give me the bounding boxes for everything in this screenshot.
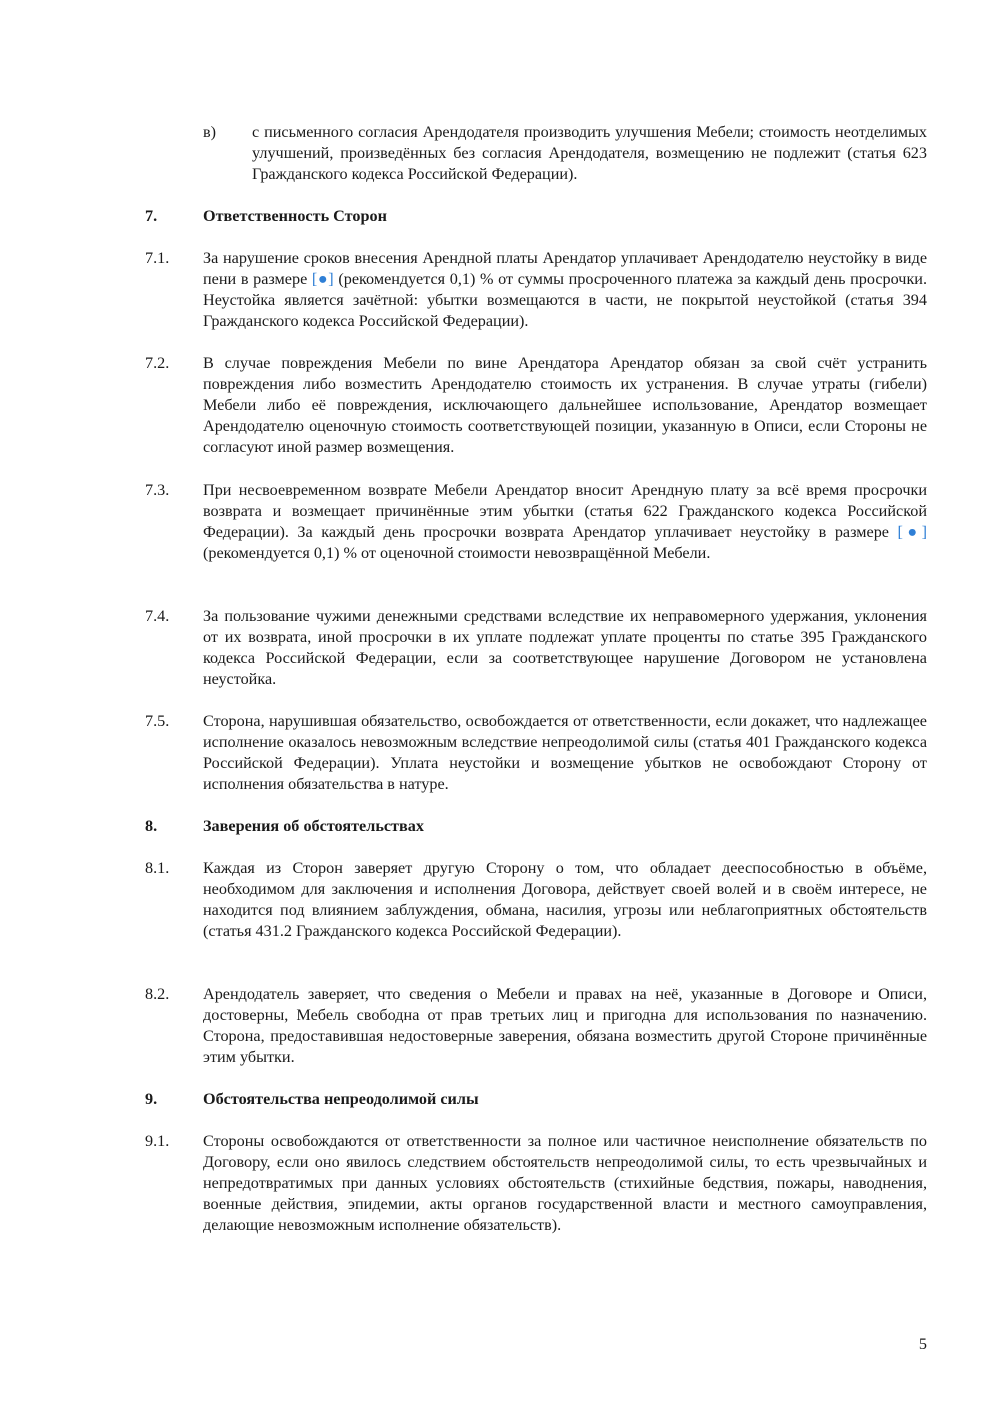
clause-text-part: (рекомендуется 0,1) % от оценочной стоимости невозвращённой Мебели.	[203, 544, 711, 562]
clause-text: Стороны освобождаются от ответственности за полное или частичное неисполнение обязательств по Договору, если оно явилось следствием обстоятельств непреодолимой силы, то есть чрезвычайных и непредотвратимых при данных условиях обстоятельств (стихийные бедствия, пожары, наводнения, военные действия, эпидемии, акты органов государственной власти и местного самоуправления, делающие невозможным исполнение обязательств).	[203, 1132, 927, 1234]
clause-7-5	[145, 711, 927, 795]
page-number: 5	[918, 1335, 927, 1353]
clause-text: За пользование чужими денежными средствами вследствие их неправомерного удержания, уклонения от их возврата, иной просрочки в их уплате подлежат уплате проценты по статье 395 Гражданского кодекса Российской Федерации, если за соответствующее нарушение Договором не установлена неустойка.	[203, 607, 927, 688]
section-8-heading	[145, 816, 927, 837]
clause-number: 7.1.	[145, 249, 170, 267]
clause-7-4	[145, 606, 927, 690]
placeholder-marker: [●]	[897, 523, 928, 541]
section-7-heading	[145, 206, 927, 227]
clause-text: В случае повреждения Мебели по вине Арендатора Арендатор обязан за свой счёт устранить повреждения либо возместить Арендодателю стоимость их устранения. В случае утраты (гибели) Мебели либо её повреждения, исключающего дальнейшее использование, Арендатор возмещает Арендодателю оценочную стоимость соответствующей позиции, указанную в Описи, если Стороны не согласуют иной размер возмещения.	[203, 354, 927, 456]
clause-number: 7.5.	[145, 712, 170, 730]
clause-7-1	[145, 248, 927, 332]
clause-8-1	[145, 858, 927, 942]
clause-text-part: (рекомендуется 0,1) % от суммы просроченного платежа за каждый день просрочки. Неустойка является зачётной: убытки возмещаются в части, не покрытой неустойкой (статья 394 Гражданского кодекса Российской Федерации).	[203, 270, 928, 330]
clause-7-2	[145, 353, 927, 458]
sub-item-v	[203, 122, 927, 185]
section-title: Обстоятельства непреодолимой силы	[203, 1090, 479, 1108]
clause-text	[203, 480, 927, 564]
sub-item-text: с письменного согласия Арендодателя производить улучшения Мебели; стоимость неотделимых улучшений, произведённых без согласия Арендодателя, возмещению не подлежит (статья 623 Гражданского кодекса Российской Федерации).	[252, 123, 927, 183]
section-number: 7.	[145, 207, 158, 225]
clause-7-3	[145, 480, 927, 564]
section-title: Заверения об обстоятельствах	[203, 817, 424, 835]
clause-text-part: За нарушение сроков внесения Арендной платы Арендатор уплачивает Арендодателю неустойку в виде пени в размере	[203, 249, 927, 288]
clause-text: Арендодатель заверяет, что сведения о Мебели и правах на неё, указанные в Договоре и Описи, достоверны, Мебель свободна от прав третьих лиц и пригодна для использования по назначению. Сторона, предоставившая недостоверные заверения, обязана возместить другой Стороне причинённые этим убытки.	[203, 985, 927, 1066]
clause-number: 7.4.	[145, 607, 170, 625]
clause-text-part: При несвоевременном возврате Мебели Арендатор вносит Арендную плату за всё время просрочки возврата и возмещает причинённые этим убытки (статья 622 Гражданского кодекса Российской Федерации). За каждый день просрочки возврата Арендатор уплачивает неустойку в размере	[203, 481, 927, 541]
clause-number: 8.2.	[145, 985, 170, 1003]
section-number: 9.	[145, 1090, 158, 1108]
section-title: Ответственность Сторон	[203, 207, 387, 225]
clause-number: 7.2.	[145, 354, 170, 372]
clause-9-1	[145, 1131, 927, 1236]
clause-text	[203, 248, 927, 332]
clause-text: Каждая из Сторон заверяет другую Сторону о том, что обладает дееспособностью в объёме, необходимом для заключения и исполнения Договора, действует своей волей и в своём интересе, не находится под влиянием заблуждения, обмана, насилия, угрозы или неблагоприятных обстоятельств (статья 431.2 Гражданского кодекса Российской Федерации).	[203, 859, 927, 940]
placeholder-marker: [●]	[311, 270, 334, 288]
clause-8-2	[145, 984, 927, 1068]
clause-number: 7.3.	[145, 481, 170, 499]
clause-number: 9.1.	[145, 1132, 170, 1150]
clause-number: 8.1.	[145, 859, 170, 877]
section-9-heading	[145, 1089, 927, 1110]
sub-item-label: в)	[203, 123, 217, 141]
clause-text: Сторона, нарушившая обязательство, освобождается от ответственности, если докажет, что надлежащее исполнение оказалось невозможным вследствие непреодолимой силы (статья 401 Гражданского кодекса Российской Федерации). Уплата неустойки и возмещение убытков не освобождают Сторону от исполнения обязательства в натуре.	[203, 712, 927, 793]
section-number: 8.	[145, 817, 158, 835]
